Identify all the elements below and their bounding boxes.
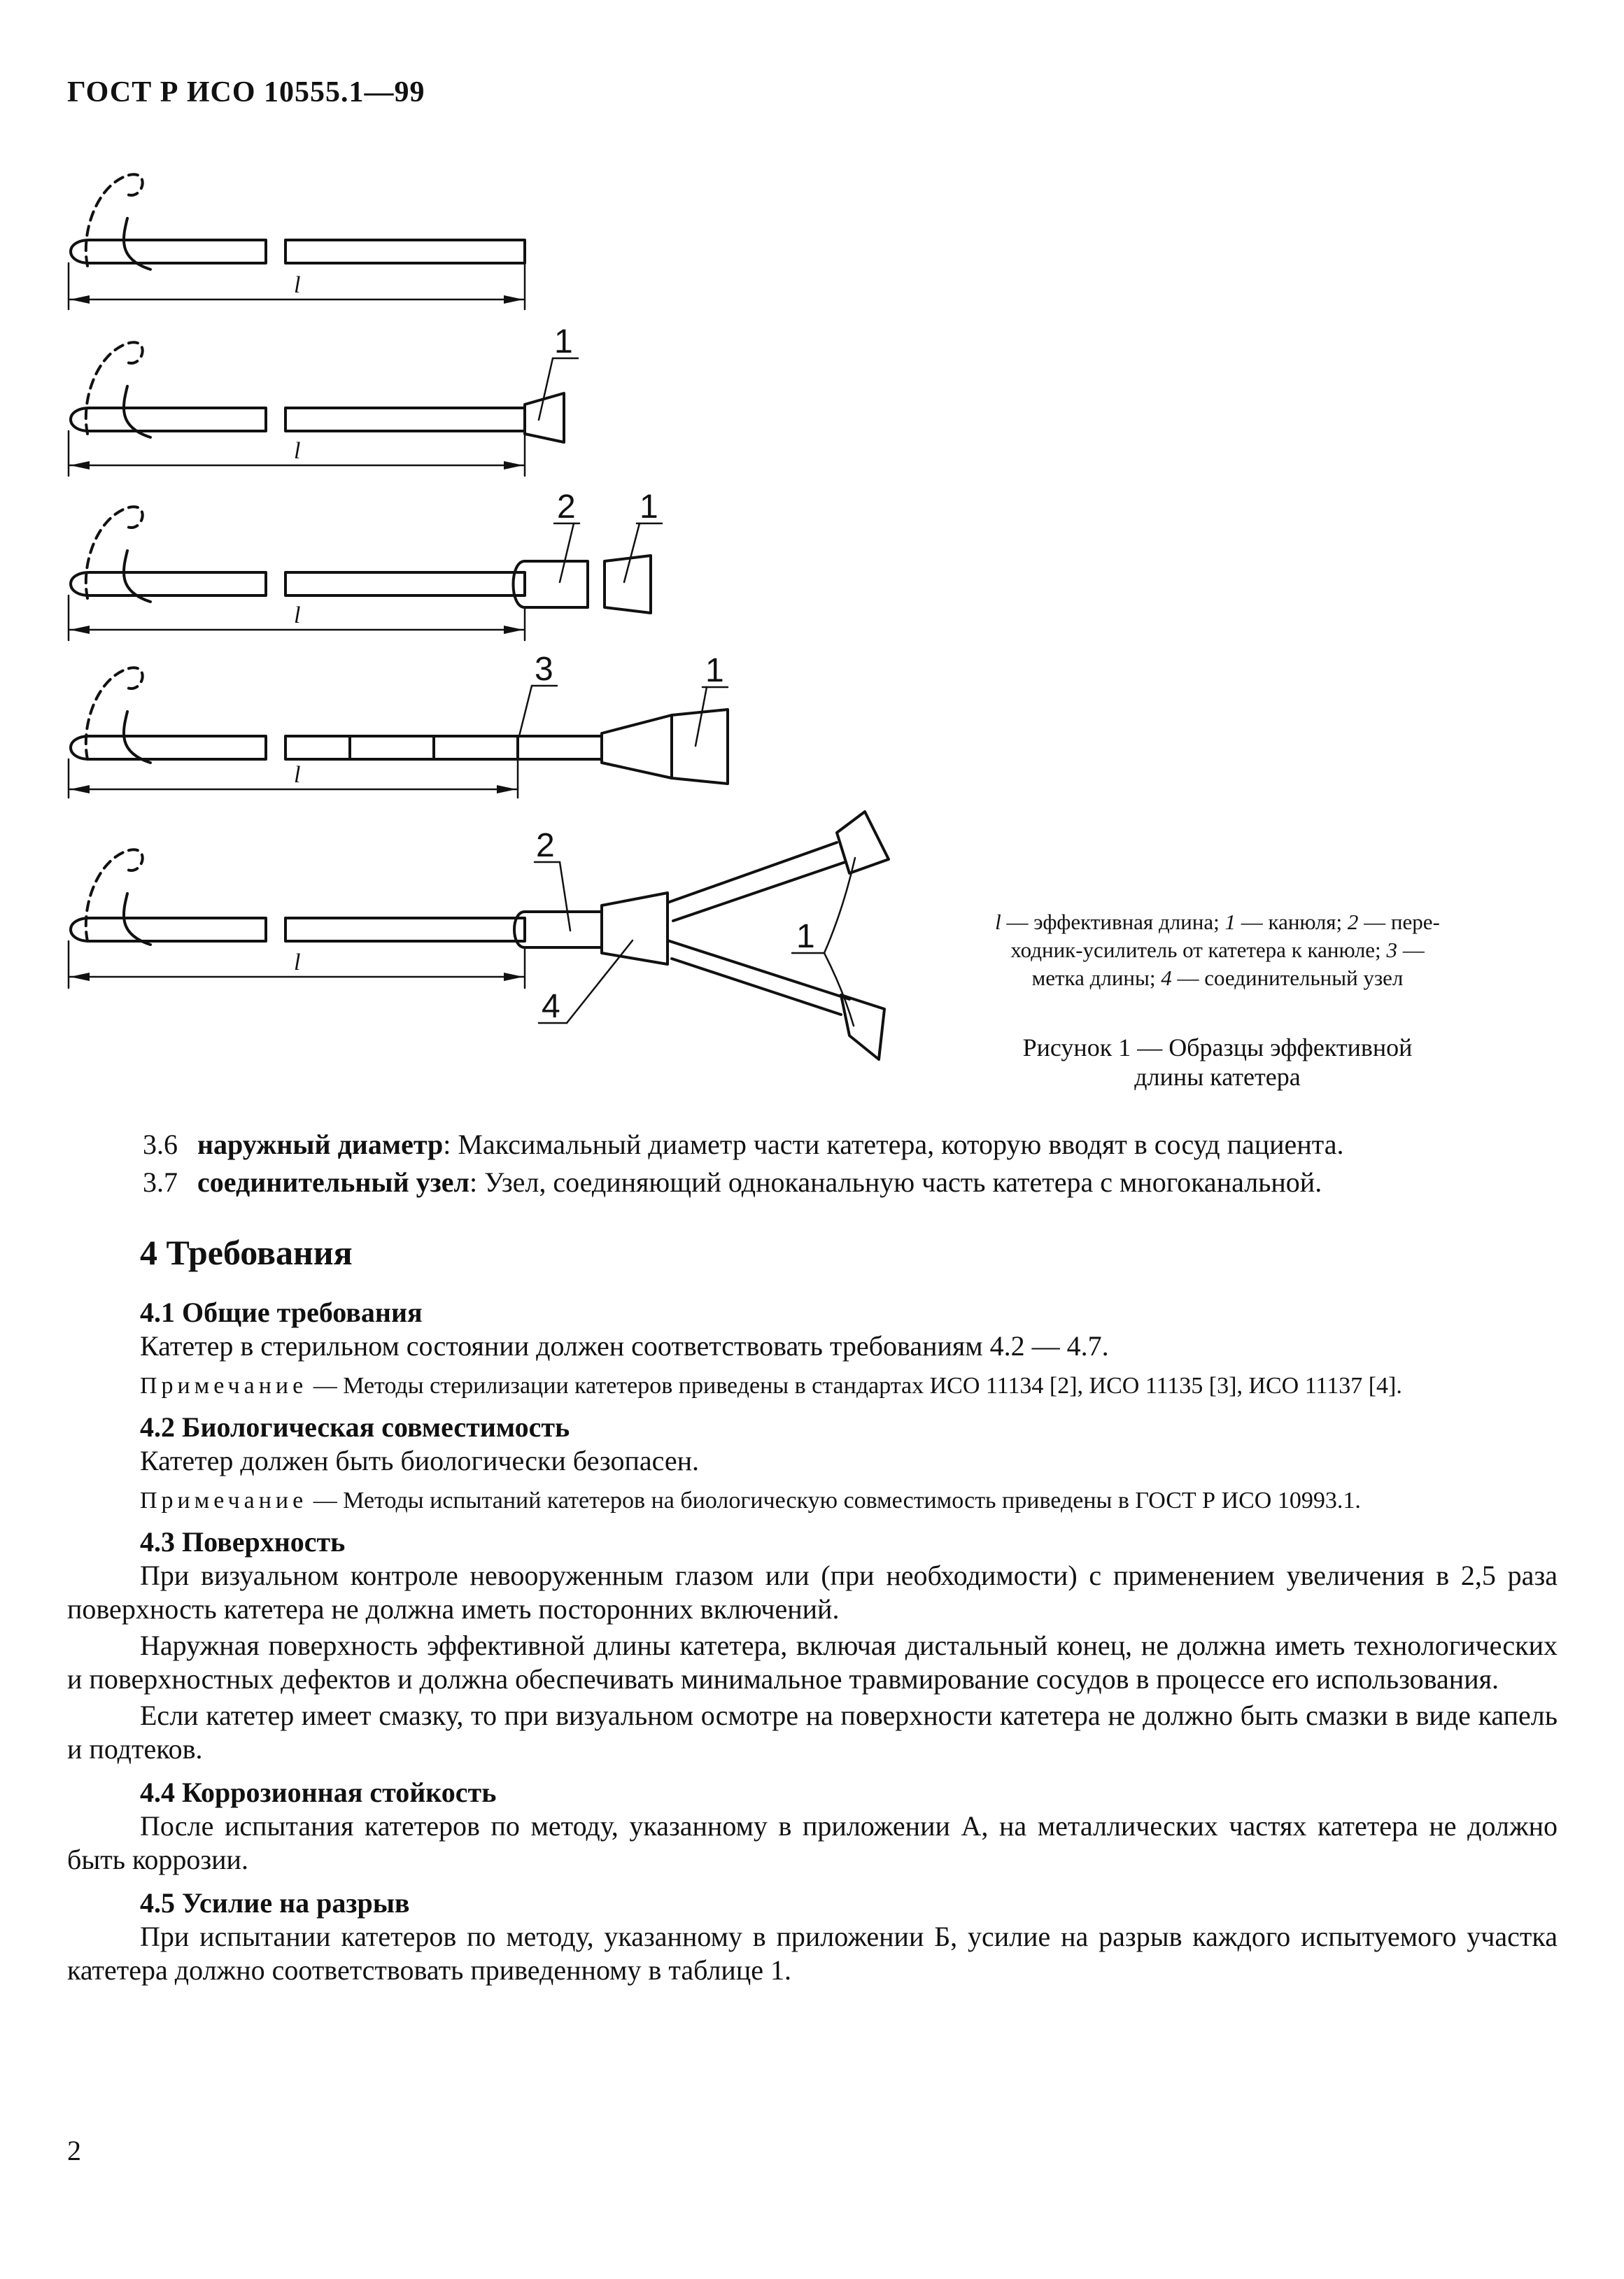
definition-term: наружный диаметр (197, 1129, 444, 1160)
definition-term: соединительный узел (197, 1166, 469, 1198)
catheter-1 (69, 174, 525, 309)
subsection-title-4-5: 4.5 Усилие на разрыв (140, 1887, 410, 1919)
subsection-title-4-2: 4.2 Биологическая совместимость (140, 1411, 570, 1443)
catheter-2 (69, 323, 578, 476)
note (67, 1486, 1558, 1516)
legend-3-text-cont: метка длины; (1031, 966, 1156, 990)
paragraph: При визуальном контроле невооруженным глазом или (при необходимости) с применением увеличения в 2,5 раза поверхность катетера не должна иметь посторонних включений. (67, 1560, 1558, 1625)
legend-4-symbol: 4 (1161, 966, 1172, 990)
callout-cannula: 1 (640, 488, 658, 525)
definition-3-6 (67, 1128, 1558, 1162)
callout-adapter: 2 (536, 827, 555, 864)
note-label: Примечание (140, 1373, 308, 1399)
note-label: Примечание (140, 1488, 308, 1514)
figure-caption (973, 1033, 1462, 1092)
page-header-standard: ГОСТ Р ИСО 10555.1—99 (67, 76, 425, 108)
legend-2-symbol: 2 (1347, 910, 1359, 934)
paragraph: Катетер в стерильном состоянии должен соответствовать требованиям 4.2 — 4.7. (140, 1330, 1109, 1362)
definition-number: 3.7 (143, 1166, 178, 1198)
subsection-title-4-1: 4.1 Общие требования (140, 1297, 423, 1328)
dim-label-l: l (294, 602, 301, 628)
definition-number: 3.6 (143, 1129, 178, 1160)
dim-label-l: l (294, 950, 301, 975)
section-title-requirements: 4 Требования (140, 1233, 353, 1272)
subsection-title-4-3: 4.3 Поверхность (140, 1526, 346, 1558)
legend-4-text: — соединительный узел (1177, 966, 1404, 990)
definition-text: : Максимальный диаметр части катетера, которую вводят в сосуд пациента. (443, 1129, 1344, 1160)
paragraph: При испытании катетеров по методу, указанному в приложении Б, усилие на разрыв каждого испытуемого участка катетера должно соответствовать приведенному в таблице 1. (67, 1921, 1558, 1986)
page-number: 2 (67, 2135, 81, 2166)
legend-2-text-cont: ходник-усилитель от катетера к канюле; (1010, 938, 1381, 962)
callout-hub: 4 (542, 988, 560, 1025)
dim-label-l: l (294, 762, 301, 788)
legend-1-symbol: 1 (1224, 910, 1236, 934)
catheter-4 (69, 651, 728, 798)
document-body (67, 1128, 1558, 1990)
figure-caption-line2: длины катетера (1134, 1063, 1301, 1091)
paragraph: После испытания катетеров по методу, указанному в приложении А, на металлических частях катетера не должно быть коррозии. (67, 1810, 1558, 1875)
catheter-3 (69, 488, 662, 640)
callout-mark: 3 (535, 651, 553, 688)
callout-cannula: 1 (705, 652, 724, 689)
paragraph: Наружная поверхность эффективной длины катетера, включая дистальный конец, не должна иметь технологических и поверхностных дефектов и должна обеспечивать минимальное травмирование сосудов в процессе его использования. (67, 1630, 1558, 1695)
subsection-title-4-4: 4.4 Коррозионная стойкость (140, 1777, 497, 1808)
legend-3-text: — (1402, 938, 1425, 962)
legend-1-text: — канюля; (1241, 910, 1343, 934)
figure-legend (938, 908, 1497, 992)
legend-l-symbol: l (995, 910, 1001, 934)
catheter-5 (69, 812, 889, 1059)
callout-cannula: 1 (554, 323, 573, 360)
definition-text: : Узел, соединяющий одноканальную часть катетера с многоканальной. (469, 1166, 1322, 1198)
legend-2-text: — пере- (1364, 910, 1440, 934)
dim-label-l: l (294, 438, 301, 464)
callout-cannula: 1 (796, 918, 815, 955)
paragraph: Если катетер имеет смазку, то при визуальном осмотре на поверхности катетера не должно быть смазки в виде капель и подтеков. (67, 1700, 1558, 1765)
legend-l-text: — эффективная длина; (1006, 910, 1220, 934)
legend-3-symbol: 3 (1386, 938, 1397, 962)
definition-3-7 (67, 1166, 1558, 1199)
paragraph: Катетер должен быть биологически безопасен. (140, 1445, 700, 1476)
figure-caption-line1: Рисунок 1 — Образцы эффективной (1022, 1033, 1413, 1061)
note (67, 1371, 1558, 1401)
note-text: — Методы стерилизации катетеров приведены в стандартах ИСО 11134 [2], ИСО 11135 [3], ИСО 11137 [4]. (307, 1373, 1402, 1399)
note-text: — Методы испытаний катетеров на биологическую совместимость приведены в ГОСТ Р ИСО 10993.1. (307, 1488, 1361, 1514)
callout-adapter: 2 (557, 488, 576, 525)
dim-label-l: l (294, 272, 301, 298)
